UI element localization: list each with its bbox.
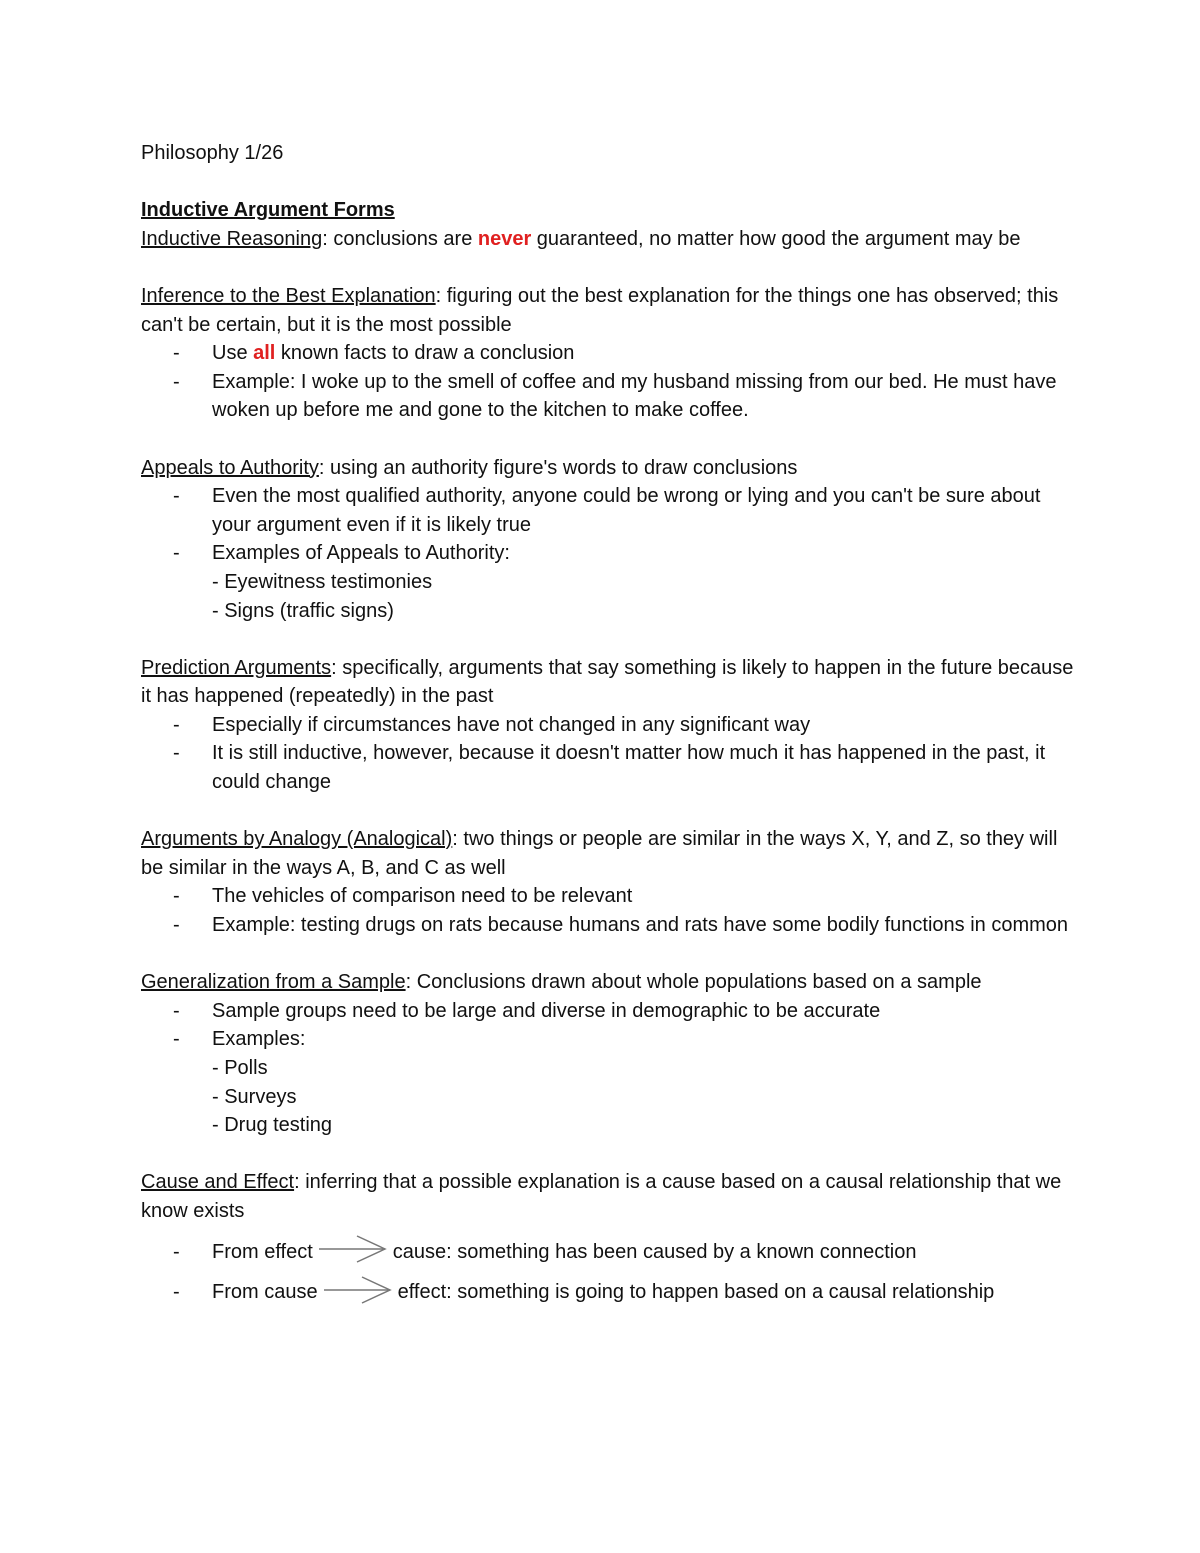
analogy-paragraph: Arguments by Analogy (Analogical): two things or people are similar in the ways X, Y, and Z, so they will be similar in the ways A, B, and C as well	[141, 828, 1058, 879]
ibe-list	[141, 339, 1076, 425]
authority-list	[141, 482, 1076, 625]
prediction-list	[141, 711, 1076, 797]
list-item: - Sample groups need to be large and diverse in demographic to be accurate	[141, 997, 1076, 1026]
list-item: - Especially if circumstances have not changed in any significant way	[141, 711, 1076, 740]
list-item: - Even the most qualified authority, anyone could be wrong or lying and you can't be sure about your argument even if it is likely true	[141, 482, 1076, 539]
sub-item: - Surveys	[212, 1085, 297, 1108]
date-line: Philosophy 1/26	[141, 142, 284, 164]
emphasis-never: never	[477, 227, 532, 250]
term-cause-effect: Cause and Effect	[141, 1171, 295, 1194]
sub-item: - Polls	[212, 1057, 268, 1079]
sub-item: - Eyewitness testimonies	[212, 570, 433, 593]
sub-item: - Signs (traffic signs)	[212, 599, 394, 622]
analogy-list	[141, 882, 1076, 939]
list-item: - Examples: - Polls - Surveys - Drug testing	[141, 1025, 1076, 1139]
prediction-paragraph: Prediction Arguments: specifically, arguments that say something is likely to happen in the future because it has happened (repeatedly) in the past	[141, 656, 1074, 708]
list-item: - Example: I woke up to the smell of coffee and my husband missing from our bed. He must have woken up before me and gone to the kitchen to make coffee.	[141, 368, 1076, 425]
list-item: - From effect cause: something has been caused by a known connection	[141, 1238, 1076, 1267]
term-authority: Appeals to Authority	[141, 456, 319, 479]
generalization-list	[141, 997, 1076, 1140]
list-item: - Examples of Appeals to Authority: - Eyewitness testimonies - Signs (traffic signs)	[141, 539, 1076, 625]
right-arrow-icon	[317, 1234, 389, 1264]
list-item: - Example: testing drugs on rats because humans and rats have some bodily functions in common	[141, 911, 1076, 940]
term-generalization: Generalization from a Sample	[141, 971, 406, 994]
list-item: - The vehicles of comparison need to be relevant	[141, 882, 1076, 911]
cause-list	[141, 1238, 1076, 1307]
ibe-paragraph: Inference to the Best Explanation: figuring out the best explanation for the things one has observed; this can't be certain, but it is the most possible	[141, 284, 1059, 336]
term-analogy: Arguments by Analogy (Analogical)	[141, 828, 453, 851]
list-item: - It is still inductive, however, because it doesn't matter how much it has happened in the past, it could change	[141, 739, 1076, 796]
authority-paragraph: Appeals to Authority: using an authority figure's words to draw conclusions	[141, 456, 798, 479]
emphasis-all: all	[253, 342, 276, 365]
cause-paragraph: Cause and Effect: inferring that a possible explanation is a cause based on a causal relationship that we know exists	[141, 1171, 1062, 1222]
term-ibe: Inference to the Best Explanation	[141, 284, 436, 307]
generalization-paragraph: Generalization from a Sample: Conclusions drawn about whole populations based on a sample	[141, 971, 982, 994]
list-item: - From cause effect: something is going to happen based on a causal relationship	[141, 1278, 1076, 1307]
list-item: - Use all known facts to draw a conclusion	[141, 339, 1076, 368]
sub-item: - Drug testing	[212, 1114, 333, 1137]
document-title: Inductive Argument Forms	[141, 199, 395, 222]
inductive-reasoning-paragraph: Inductive Reasoning: conclusions are never guaranteed, no matter how good the argument may be	[141, 227, 1021, 250]
term-prediction: Prediction Arguments	[141, 656, 332, 679]
right-arrow-icon	[322, 1275, 394, 1305]
document-body	[141, 139, 1076, 1307]
term-inductive-reasoning: Inductive Reasoning	[141, 227, 323, 250]
